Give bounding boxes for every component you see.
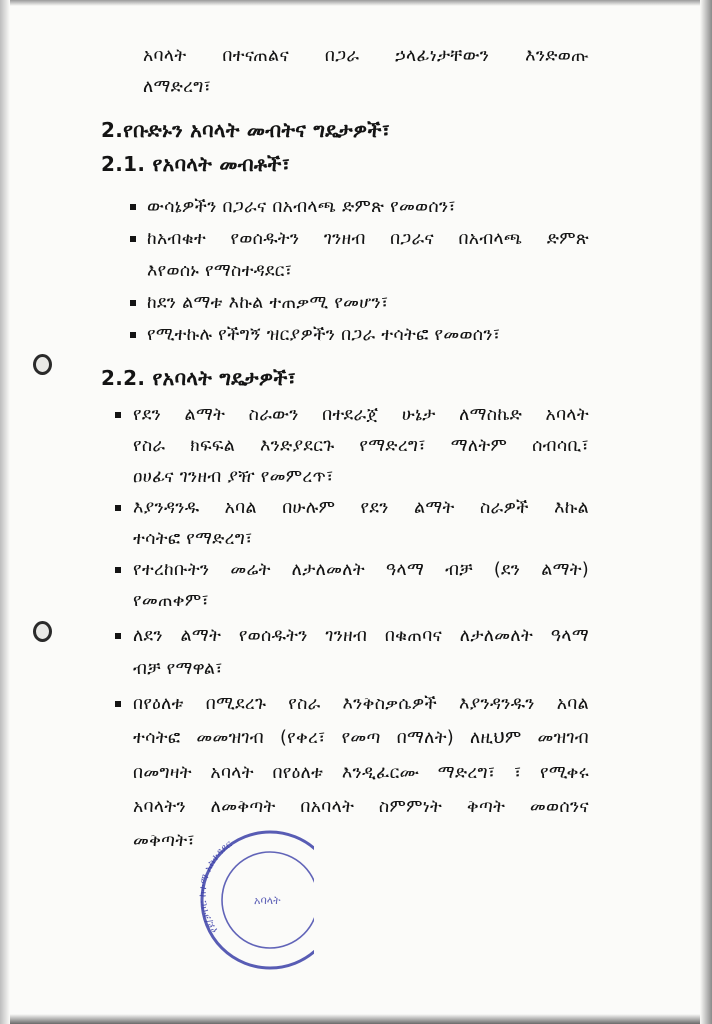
paragraph-line: አባላት በተናጠልና በጋራ ኃላፊነታቸውን እንድወጡ xyxy=(143,46,589,66)
subsection-heading: 2.2. የአባላት ግዴታዎች፣ xyxy=(101,366,297,390)
bullet-icon xyxy=(115,505,121,511)
bullet-icon xyxy=(130,236,136,242)
bullet-icon xyxy=(130,204,136,210)
list-item: የተረከቡትን መሬት ለታለመለት ዓላማ ብቻ (ደን ልማት) xyxy=(133,560,589,580)
list-item-continuation: በመግዛት አባላት በየዕለቱ እንዲፈርሙ ማድረግ፣ ፣ የሚቀሩ xyxy=(133,763,589,783)
list-item: ከአብቁተ የወሰዱትን ገንዘብ በጋራና በአብላጫ ድምጽ xyxy=(147,229,589,249)
bullet-icon xyxy=(130,300,136,306)
list-item: ለደን ልማት የወሰዱትን ገንዘብ በቁጠባና ለታለመለት ዓላማ xyxy=(133,626,589,646)
list-item-continuation: መቅጣት፣ xyxy=(133,831,195,851)
stamp-inner-text: አባላት xyxy=(254,894,281,907)
list-item: ውሳኔዎችን በጋራና በአብላጫ ድምጽ የመወሰን፣ xyxy=(147,197,456,217)
paragraph-line: ለማድረግ፣ xyxy=(143,77,212,97)
page-edge-shadow xyxy=(700,0,712,1024)
list-item-continuation: እየወሰኑ የማስተዳደር፣ xyxy=(147,261,293,281)
page-edge-shadow xyxy=(0,1014,712,1024)
bullet-icon xyxy=(115,567,121,573)
bullet-icon xyxy=(130,332,136,338)
list-item-continuation: ዐሀፊና ገንዘብ ያዥ የመምረጥ፣ xyxy=(133,467,334,487)
page-edge-shadow xyxy=(0,0,10,1024)
stamp-outer-text: የደ/ታቦር ከተማ አስተዳደር xyxy=(197,838,235,935)
list-item-continuation: አባላትን ለመቅጣት በአባላት ስምምነት ቅጣት መወሰንና xyxy=(133,797,589,817)
list-item-continuation: ተሳትፎ የማድረግ፣ xyxy=(133,529,253,549)
official-stamp xyxy=(196,820,314,970)
list-item: በየዕለቱ በሚደረጉ የስራ እንቅስቃሴዎች እያንዳንዱን አባል xyxy=(133,694,589,714)
bullet-icon xyxy=(115,633,121,639)
list-item-continuation: የስራ ክፍፍል እንድያደርጉ የማድረግ፣ ማለትም ሰብሳቢ፣ xyxy=(133,436,589,456)
bullet-icon xyxy=(115,412,121,418)
list-item: የደን ልማት ስራውን በተደራጀ ሁኔታ ለማስኬድ አባላት xyxy=(133,405,589,425)
list-item-continuation: ተሳትፎ መመዝገብ (የቀረ፣ የመጣ በማለት) ለዚህም መዝገብ xyxy=(133,728,589,748)
list-item: ከደን ልማቱ እኩል ተጠቃሚ የመሆን፣ xyxy=(147,293,389,313)
list-item-continuation: የመጠቀም፣ xyxy=(133,591,209,611)
section-heading: 2.የቡድኑን አባላት መብትና ግዴታዎች፣ xyxy=(101,118,391,142)
punch-hole-icon xyxy=(33,354,52,375)
svg-text:የደ/ታቦር ከተማ አስተዳደር xyxy=(198,839,235,935)
subsection-heading: 2.1. የአባላት መብቶች፣ xyxy=(101,152,291,176)
page-edge-shadow xyxy=(0,0,712,6)
punch-hole-icon xyxy=(33,621,52,642)
bullet-icon xyxy=(115,701,121,707)
list-item: የሚተኩሉ የችግኝ ዝርያዎችን በጋራ ተሳትፎ የመወሰን፣ xyxy=(147,325,501,345)
list-item: እያንዳንዱ አባል በሁሉም የደን ልማት ስራዎች እኩል xyxy=(133,498,589,518)
list-item-continuation: ብቻ የማዋል፣ xyxy=(133,659,223,679)
